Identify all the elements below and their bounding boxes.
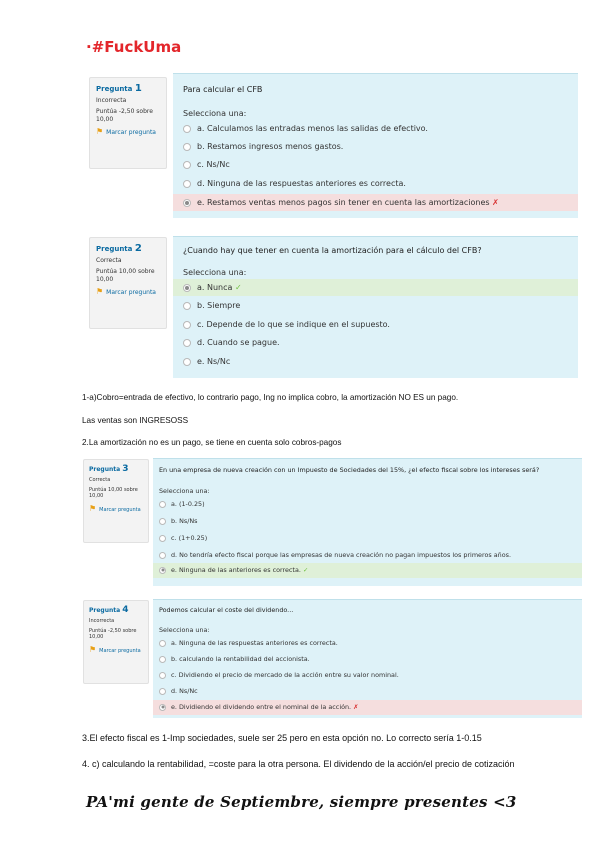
radio-button[interactable] [159, 672, 166, 679]
answer-prompt: Selecciona una: [183, 268, 247, 277]
radio-button-selected[interactable] [159, 567, 166, 574]
radio-button[interactable] [159, 552, 166, 559]
answer-option-a[interactable]: a. (1-0.25) [153, 497, 582, 512]
question-label: Pregunta 1 [96, 83, 142, 94]
note-line: Las ventas son INGRESOSS [82, 416, 189, 425]
radio-button[interactable] [183, 302, 191, 310]
radio-button-selected[interactable] [159, 704, 166, 711]
note-line: 4. c) calculando la rentabilidad, =coste para la otra persona. El dividendo de la acción/el precio de cotización [82, 759, 515, 769]
flag-icon: ⚑ [89, 503, 97, 513]
radio-button-selected[interactable] [183, 284, 191, 292]
answer-option-c[interactable]: c. Depende de lo que se indique en el supuesto. [173, 316, 578, 333]
answer-option-b[interactable]: b. Ns/Ns [153, 514, 582, 529]
radio-button[interactable] [183, 143, 191, 151]
radio-button[interactable] [159, 501, 166, 508]
answer-prompt: Selecciona una: [159, 626, 210, 634]
question-state: Correcta [89, 477, 111, 483]
question-content-3 [153, 458, 582, 586]
question-info-2 [89, 237, 167, 329]
answer-prompt: Selecciona una: [159, 487, 210, 495]
radio-button[interactable] [183, 180, 191, 188]
answer-option-b[interactable]: b. Siempre [173, 297, 578, 314]
answer-option-d[interactable]: d. Cuando se pague. [173, 334, 578, 351]
question-state: Incorrecta [89, 618, 115, 624]
radio-button[interactable] [159, 518, 166, 525]
flag-question-link[interactable]: ⚑ Marcar pregunta [89, 644, 141, 654]
answer-option-c[interactable]: c. Ns/Nc [173, 156, 578, 173]
answer-option-e[interactable]: e. Ninguna de las anteriores es correcta. ✓ [153, 563, 582, 578]
answer-option-d[interactable]: d. Ns/Nc [153, 684, 582, 699]
correct-icon: ✓ [234, 283, 242, 292]
correct-icon: ✓ [302, 566, 309, 574]
answer-option-d[interactable]: d. No tendría efecto fiscal porque las empresas de nueva creación no pagan impuestos los primeros años. [153, 548, 582, 563]
answer-option-d[interactable]: d. Ninguna de las respuestas anteriores es correcta. [173, 175, 578, 192]
question-label: Pregunta 2 [96, 243, 142, 254]
answer-option-a[interactable]: a. Ninguna de las respuestas anteriores es correcta. [153, 636, 582, 651]
answer-option-a[interactable]: a. Nunca ✓ [173, 279, 578, 296]
answer-prompt: Selecciona una: [183, 109, 247, 118]
closing-message: PA'mi gente de Septiembre, siempre presentes <3 [86, 793, 517, 811]
answer-option-e[interactable]: e. Restamos ventas menos pagos sin tener en cuenta las amortizaciones ✗ [173, 194, 578, 211]
question-info-1 [89, 77, 167, 169]
radio-button[interactable] [183, 339, 191, 347]
answer-option-c[interactable]: c. (1+0.25) [153, 531, 582, 546]
question-state: Correcta [96, 257, 122, 264]
radio-button[interactable] [159, 535, 166, 542]
question-text: Para calcular el CFB [183, 85, 263, 94]
flag-question-link[interactable]: ⚑ Marcar pregunta [96, 287, 156, 297]
flag-icon: ⚑ [89, 644, 97, 654]
incorrect-icon: ✗ [353, 703, 359, 711]
flag-icon: ⚑ [96, 287, 104, 297]
answer-option-c[interactable]: c. Dividiendo el precio de mercado de la acción entre su valor nominal. [153, 668, 582, 683]
question-info-4 [83, 600, 149, 684]
answer-option-e[interactable]: e. Dividiendo el dividendo entre el nominal de la acción. ✗ [153, 700, 582, 715]
radio-button[interactable] [159, 688, 166, 695]
radio-button[interactable] [183, 125, 191, 133]
flag-question-link[interactable]: ⚑ Marcar pregunta [89, 503, 141, 513]
question-content-1 [173, 73, 578, 218]
hashtag-heading: ·#FuckUma [86, 38, 182, 56]
radio-button-selected[interactable] [183, 199, 191, 207]
note-line: 2.La amortización no es un pago, se tiene en cuenta solo cobros-pagos [82, 438, 342, 447]
question-text: Podemos calcular el coste del dividendo... [159, 606, 294, 614]
answer-option-b[interactable]: b. Restamos ingresos menos gastos. [173, 138, 578, 155]
answer-option-e[interactable]: e. Ns/Nc [173, 353, 578, 370]
question-grade: Puntúa 10,00 sobre 10,00 [89, 486, 138, 499]
flag-question-link[interactable]: ⚑ Marcar pregunta [96, 127, 156, 137]
question-content-4 [153, 599, 582, 718]
question-text: ¿Cuando hay que tener en cuenta la amortización para el cálculo del CFB? [183, 246, 482, 255]
radio-button[interactable] [183, 321, 191, 329]
note-line: 1-a)Cobro=entrada de efectivo, lo contrario pago, Ing no implica cobro, la amortización NO ES un pago. [82, 393, 459, 402]
question-state: Incorrecta [96, 97, 127, 104]
answer-option-b[interactable]: b. calculando la rentabilidad del accionista. [153, 652, 582, 667]
question-info-3 [83, 459, 149, 543]
question-grade: Puntúa -2,50 sobre 10,00 [89, 627, 137, 640]
note-line: 3.El efecto fiscal es 1-Imp sociedades, suele ser 25 pero en esta opción no. Lo correcto sería 1-0.15 [82, 733, 482, 743]
question-label: Pregunta 4 [89, 605, 129, 615]
question-grade: Puntúa 10,00 sobre 10,00 [96, 267, 155, 283]
question-text: En una empresa de nueva creación con un Impuesto de Sociedades del 15%, ¿el efecto fiscal sobre los intereses será? [159, 466, 540, 474]
radio-button[interactable] [183, 161, 191, 169]
flag-icon: ⚑ [96, 127, 104, 137]
radio-button[interactable] [159, 656, 166, 663]
question-label: Pregunta 3 [89, 464, 129, 474]
answer-option-a[interactable]: a. Calculamos las entradas menos las salidas de efectivo. [173, 120, 578, 137]
incorrect-icon: ✗ [492, 198, 499, 207]
question-grade: Puntúa -2,50 sobre 10,00 [96, 107, 153, 123]
question-content-2 [173, 236, 578, 378]
radio-button[interactable] [183, 358, 191, 366]
radio-button[interactable] [159, 640, 166, 647]
